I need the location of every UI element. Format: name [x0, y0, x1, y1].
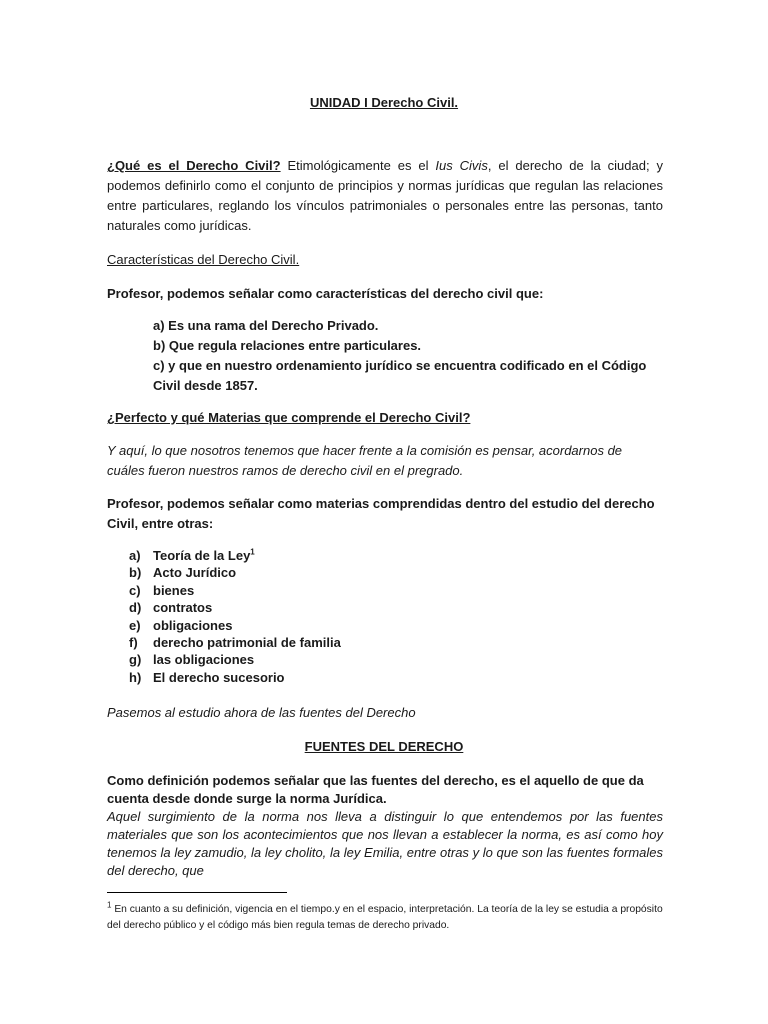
list-item — [129, 669, 629, 686]
fuentes-heading: FUENTES DEL DERECHO — [304, 739, 464, 754]
list-item-text: bienes — [153, 582, 195, 598]
fuentes-italic-paragraph: Aquel surgimiento de la norma nos lleva a distinguir lo que entendemos por las fuentes materiales que son los acontecimientos que nos llevan a establecer la norma, es así como hoy tenemos la ley zamudio, la ley cholito, la ley Emilia, entre otras y lo que son las fuentes formales del derecho, que — [107, 809, 663, 878]
page-title: UNIDAD I Derecho Civil. — [309, 95, 459, 110]
ius-civis-term: Ius Civis — [435, 158, 488, 173]
caracteristicas-heading: Características del Derecho Civil. — [107, 252, 300, 267]
list-item — [129, 651, 629, 668]
intro-question: ¿Qué es el Derecho Civil? — [107, 158, 281, 173]
list-item — [129, 599, 629, 616]
footnote-text: En cuanto a su definición, vigencia en el tiempo.y en el espacio, interpretación. La teoría de la ley se estudia a propósito del derecho público y el código más bien regula temas de derecho privado. — [107, 904, 663, 931]
list-item-text: Acto Jurídico — [153, 565, 237, 581]
list-item — [129, 617, 629, 634]
materias-question: ¿Perfecto y qué Materias que comprende el Derecho Civil? — [107, 410, 471, 425]
list-marker: h) — [129, 669, 142, 685]
caracteristicas-list — [153, 316, 663, 396]
materias-lead: Profesor, podemos señalar como materias comprendidas dentro del estudio del derecho Civil, entre otras: — [107, 496, 655, 531]
list-item-text: contratos — [153, 600, 213, 616]
list-marker: c) — [129, 582, 141, 598]
list-item — [129, 634, 629, 651]
list-item-text: derecho patrimonial de familia — [153, 635, 341, 651]
list-text — [153, 547, 255, 564]
list-item — [129, 582, 629, 599]
list-item — [129, 547, 629, 564]
fuentes-definition: Como definición podemos señalar que las fuentes del derecho, es el aquello de que da cuenta desde donde surge la norma Jurídica. — [107, 773, 644, 806]
list-marker: b) — [129, 565, 142, 581]
materias-list — [129, 547, 629, 686]
list-item-text: El derecho sucesorio — [153, 669, 285, 685]
list-marker: g) — [129, 652, 142, 668]
list-marker: e) — [129, 617, 141, 633]
intro-text-b: , el derecho de la ciudad; y podemos definirlo como el conjunto de principios y normas jurídicas que regulan las relaciones entre particulares, reglando los vínculos patrimoniales o personales entre las personas, tanto naturales como jurídicas. — [107, 158, 663, 233]
fuentes-intro: Pasemos al estudio ahora de las fuentes del Derecho — [107, 705, 416, 720]
list-marker: d) — [129, 600, 142, 616]
caracteristicas-item: a) Es una rama del Derecho Privado. — [153, 318, 379, 333]
footnote-reference[interactable]: 1 — [250, 547, 255, 557]
footnote-mark: 1 — [107, 900, 112, 910]
footnote-separator — [107, 892, 287, 893]
intro-paragraph — [107, 156, 663, 236]
list-item — [129, 564, 629, 581]
list-item-text: las obligaciones — [153, 652, 255, 668]
footnote — [107, 902, 663, 934]
intro-text-a: Etimológicamente es el — [280, 158, 436, 173]
materias-italic-note: Y aquí, lo que nosotros tenemos que hacer frente a la comisión es pensar, acordarnos de cuáles fueron nuestros ramos de derecho civil en el pregrado. — [107, 443, 623, 478]
list-marker: a) — [129, 548, 141, 563]
caracteristicas-item: c) y que en nuestro ordenamiento jurídico se encuentra codificado en el Código Civil desde 1857. — [153, 358, 647, 393]
list-marker: f) — [129, 635, 138, 651]
list-item-text: Teoría de la Ley — [153, 548, 251, 563]
list-item-text: obligaciones — [153, 617, 233, 633]
caracteristicas-lead: Profesor, podemos señalar como características del derecho civil que: — [107, 286, 544, 301]
caracteristicas-item: b) Que regula relaciones entre particulares. — [153, 338, 422, 353]
